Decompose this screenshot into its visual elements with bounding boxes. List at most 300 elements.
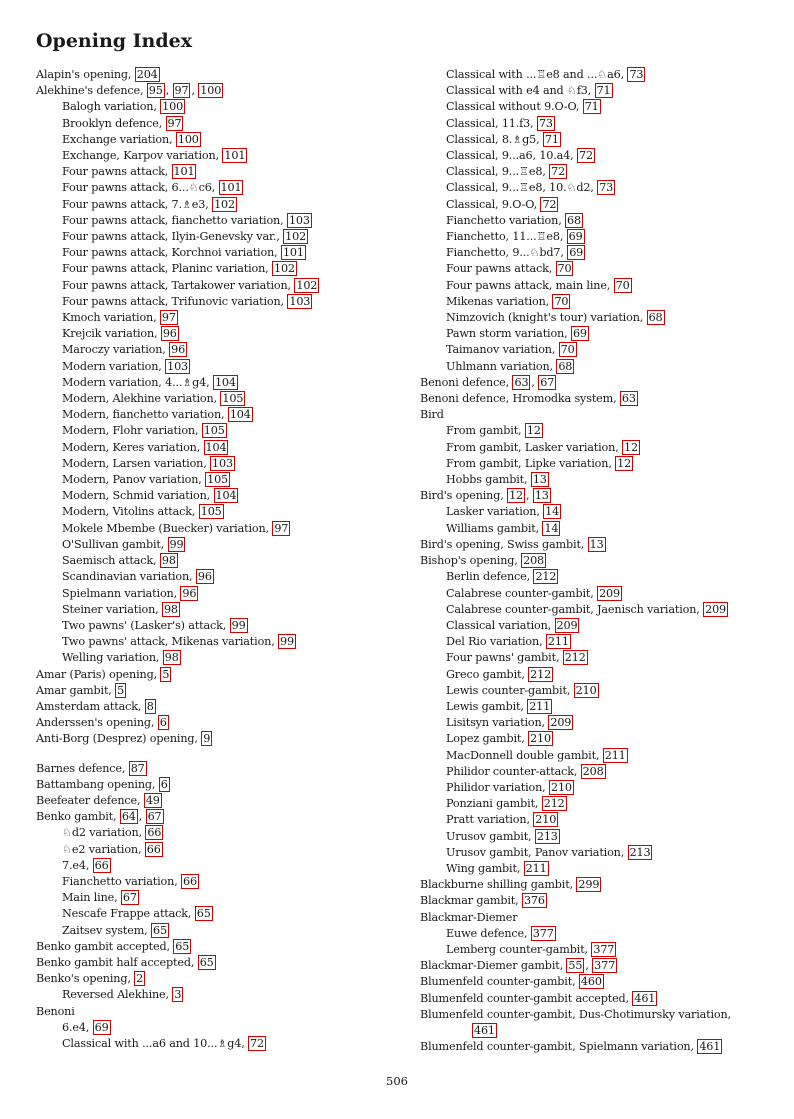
- index-subentry: [420, 780, 794, 796]
- entry-label: Anderssen's opening,: [36, 716, 158, 730]
- page-link[interactable]: 99: [231, 618, 246, 632]
- page-link[interactable]: 72: [542, 197, 557, 211]
- page-link[interactable]: 67: [147, 810, 162, 824]
- entry-label: Benoni defence, Hromodka system,: [420, 392, 620, 406]
- index-subentry: [420, 618, 794, 634]
- index-entry: [420, 877, 794, 893]
- page-link[interactable]: 101: [173, 165, 195, 179]
- entry-label: Four pawns attack, Ilyin-Genevsky var.,: [62, 230, 284, 244]
- page-link[interactable]: 213: [629, 845, 651, 859]
- index-subentry: [36, 842, 416, 858]
- entry-label: Wing gambit,: [446, 861, 524, 875]
- page-link[interactable]: 12: [526, 424, 541, 438]
- page-link[interactable]: 14: [545, 505, 560, 519]
- page-link[interactable]: 70: [554, 294, 569, 308]
- index-subentry: [36, 407, 416, 423]
- index-subentry: [420, 699, 794, 715]
- entry-label: Barnes defence,: [36, 761, 129, 775]
- page-link[interactable]: 103: [212, 456, 233, 470]
- page-link[interactable]: 105: [200, 505, 222, 519]
- index-subentry: [420, 942, 794, 958]
- entry-label: Bird: [420, 408, 444, 422]
- entry-label: Classical, 9.O-O,: [446, 197, 541, 211]
- entry-label: Krejcik variation,: [62, 327, 161, 341]
- index-entry: Alekhine's defence, 95 , 97 , 100: [36, 84, 222, 98]
- page-link[interactable]: 67: [540, 375, 555, 389]
- entry-label: Mokele Mbembe (Buecker) variation,: [62, 521, 273, 535]
- index-subentry: [420, 245, 794, 261]
- index-subentry: [36, 602, 416, 618]
- index-subentry: [36, 245, 416, 261]
- page-link[interactable]: 8: [146, 699, 154, 713]
- page-link[interactable]: 49: [145, 793, 160, 807]
- page-link[interactable]: 210: [535, 813, 557, 827]
- index-subentry: [420, 829, 794, 845]
- page-link[interactable]: 204: [136, 68, 158, 81]
- page-link[interactable]: 65: [175, 939, 190, 953]
- entry-label: Exchange, Karpov variation,: [62, 149, 223, 163]
- entry-label: Berlin defence,: [446, 570, 534, 584]
- page-link[interactable]: 55: [568, 959, 583, 973]
- index-subentry: [420, 845, 794, 861]
- entry-label: Lewis gambit,: [446, 699, 528, 713]
- entry-label: O'Sullivan gambit,: [62, 537, 168, 551]
- index-subentry: [36, 1036, 416, 1052]
- index-subentry: [36, 99, 416, 115]
- entry-label: Ponziani gambit,: [446, 797, 542, 811]
- entry-label: ♘d2 variation,: [62, 826, 146, 840]
- entry-label: Zaitsev system,: [62, 923, 151, 937]
- entry-label: Greco gambit,: [446, 667, 529, 681]
- index-entry: [36, 971, 416, 987]
- entry-label: Amsterdam attack,: [36, 699, 145, 713]
- index-subentry: [36, 650, 416, 666]
- index-entry: [36, 1004, 416, 1020]
- index-subentry: [420, 180, 794, 196]
- page-link[interactable]: 209: [550, 716, 572, 730]
- index-column-left: [36, 67, 416, 1052]
- page-link[interactable]: 212: [543, 797, 565, 811]
- page-link[interactable]: 68: [558, 359, 573, 373]
- page-link[interactable]: 3: [174, 988, 182, 1002]
- index-entry: [36, 955, 416, 971]
- entry-label: Fianchetto variation,: [62, 874, 182, 888]
- page-link[interactable]: 66: [94, 858, 109, 872]
- index-subentry: [36, 618, 416, 634]
- index-subentry: [36, 923, 416, 939]
- index-subentry: [420, 359, 794, 375]
- page-link[interactable]: 97: [161, 311, 176, 325]
- page-link[interactable]: 67: [122, 891, 137, 905]
- index-subentry: [420, 148, 794, 164]
- page-link[interactable]: 460: [580, 975, 602, 989]
- page-link[interactable]: 101: [282, 246, 304, 260]
- page-link[interactable]: 105: [207, 473, 229, 487]
- index-subentry: [36, 504, 416, 520]
- entry-label: Classical variation,: [446, 618, 555, 632]
- page-link[interactable]: 209: [556, 618, 578, 632]
- index-subentry: [36, 825, 416, 841]
- entry-label: Modern variation, 4...♗g4,: [62, 375, 213, 389]
- page-link[interactable]: 103: [167, 359, 189, 373]
- page-link[interactable]: 377: [593, 942, 615, 956]
- page-link[interactable]: 211: [604, 748, 626, 762]
- page-link[interactable]: 212: [530, 667, 552, 681]
- page-link[interactable]: 70: [615, 278, 630, 292]
- entry-label: Main line,: [62, 891, 121, 905]
- entry-label: Classical, 11.f3,: [446, 116, 537, 130]
- index-subentry: [420, 586, 794, 602]
- entry-label: Bird's opening, Swiss gambit,: [420, 537, 588, 551]
- page-link[interactable]: 2: [136, 972, 144, 986]
- entry-label: Classical, 9...♖e8, 10.♘d2,: [446, 181, 598, 195]
- index-subentry: [420, 229, 794, 245]
- index-subentry: [36, 423, 416, 439]
- page-link[interactable]: 96: [171, 343, 186, 357]
- entry-label: Blackmar-Diemer gambit,: [420, 959, 567, 973]
- page-link[interactable]: 70: [560, 343, 575, 357]
- entry-label: Spielmann variation,: [62, 586, 181, 600]
- page-link[interactable]: 461: [699, 1040, 721, 1054]
- entry-label: Philidor variation,: [446, 780, 549, 794]
- page-link[interactable]: 96: [197, 570, 212, 584]
- index-subentry: [420, 164, 794, 180]
- page-link[interactable]: 68: [648, 311, 663, 325]
- entry-label: Hobbs gambit,: [446, 473, 531, 487]
- entry-label: Nimzovich (knight's tour) variation,: [446, 311, 647, 325]
- entry-label: Modern, Keres variation,: [62, 440, 204, 454]
- page-link[interactable]: 101: [224, 149, 246, 163]
- index-subentry: [420, 99, 794, 115]
- page-link[interactable]: 12: [624, 440, 638, 454]
- page-link[interactable]: 208: [582, 764, 604, 778]
- index-entry: Bird's opening, 12 , 13: [420, 489, 549, 503]
- page-link[interactable]: 71: [544, 132, 559, 146]
- index-subentry: [420, 812, 794, 828]
- index-subentry: [36, 294, 416, 310]
- entry-label: Welling variation,: [62, 651, 163, 665]
- index-subentry: [36, 987, 416, 1003]
- entry-label: Del Rio variation,: [446, 635, 546, 649]
- entry-label: Taimanov variation,: [446, 343, 559, 357]
- index-subentry: [36, 342, 416, 358]
- page-link[interactable]: 377: [594, 959, 616, 973]
- index-subentry: [420, 764, 794, 780]
- index-subentry: [420, 423, 794, 439]
- page-link[interactable]: 13: [589, 537, 604, 551]
- entry-label: Modern, fianchetto variation,: [62, 408, 228, 422]
- entry-label: Four pawns' gambit,: [446, 651, 563, 665]
- index-subentry: [36, 213, 416, 229]
- page-link[interactable]: 72: [551, 165, 566, 179]
- index-subentry: [420, 83, 794, 99]
- entry-label: Benko gambit half accepted,: [36, 955, 198, 969]
- entry-label: Classical, 9...♖e8,: [446, 165, 550, 179]
- entry-label: Four pawns attack,: [446, 262, 556, 276]
- entry-label: Amar gambit,: [36, 683, 116, 697]
- page-link[interactable]: 69: [569, 246, 584, 260]
- entry-label: Four pawns attack, Korchnoi variation,: [62, 246, 281, 260]
- entry-label: Modern, Panov variation,: [62, 473, 206, 487]
- index-entry: [420, 391, 794, 407]
- index-subentry: [36, 278, 416, 294]
- page-link[interactable]: 6: [160, 777, 168, 791]
- page-link[interactable]: 95: [148, 84, 163, 98]
- index-subentry: [420, 667, 794, 683]
- entry-label: Blackmar-Diemer: [420, 910, 518, 924]
- index-subentry: [36, 472, 416, 488]
- index-subentry: [36, 537, 416, 553]
- index-entry: [36, 683, 416, 699]
- index-subentry: [420, 602, 794, 618]
- page-link[interactable]: 13: [532, 473, 547, 487]
- index-column-right: [420, 67, 794, 1055]
- entry-label: Two pawns' attack, Mikenas variation,: [62, 635, 279, 649]
- index-subentry: [36, 326, 416, 342]
- page-link[interactable]: 101: [220, 181, 242, 195]
- entry-label: Mikenas variation,: [446, 294, 553, 308]
- page-link[interactable]: 71: [596, 84, 611, 98]
- page-link[interactable]: 211: [547, 635, 569, 649]
- page-link[interactable]: 66: [183, 874, 197, 888]
- page-link[interactable]: 72: [578, 149, 593, 163]
- page-link[interactable]: 102: [296, 278, 318, 292]
- page-link[interactable]: 5: [117, 683, 125, 697]
- page-link[interactable]: 376: [523, 894, 545, 908]
- index-subentry: [420, 683, 794, 699]
- entry-label: Blackmar gambit,: [420, 894, 522, 908]
- entry-label: From gambit, Lasker variation,: [446, 440, 623, 454]
- index-subentry: [36, 375, 416, 391]
- entry-label: Blumenfeld counter-gambit accepted,: [420, 991, 633, 1005]
- page-link[interactable]: 68: [567, 213, 581, 227]
- page-link[interactable]: 102: [214, 197, 235, 211]
- entry-label: Modern, Alekhine variation,: [62, 392, 221, 406]
- page-link[interactable]: 212: [564, 651, 586, 665]
- index-subentry: [36, 488, 416, 504]
- page-link[interactable]: 212: [535, 570, 557, 584]
- page-link[interactable]: 69: [568, 230, 583, 244]
- page-link[interactable]: 13: [534, 489, 549, 503]
- entry-label: 6.e4,: [62, 1020, 93, 1034]
- index-entry: [36, 67, 416, 83]
- entry-label: Brooklyn defence,: [62, 116, 166, 130]
- entry-label: Four pawns attack, fianchetto variation,: [62, 213, 287, 227]
- index-subentry: [36, 858, 416, 874]
- entry-label: Alapin's opening,: [36, 68, 135, 81]
- page-link[interactable]: 211: [529, 699, 551, 713]
- page-link[interactable]: 100: [177, 132, 199, 146]
- entry-label: Fianchetto variation,: [446, 213, 566, 227]
- page-link[interactable]: 96: [162, 327, 177, 341]
- index-subentry: [36, 229, 416, 245]
- entry-label: From gambit,: [446, 424, 525, 438]
- page-link[interactable]: 461: [634, 991, 656, 1005]
- index-subentry: [420, 213, 794, 229]
- page-link[interactable]: 98: [161, 554, 176, 568]
- entry-label: Benoni: [36, 1004, 75, 1018]
- page-link[interactable]: 104: [214, 375, 236, 389]
- page-link[interactable]: 208: [523, 554, 545, 568]
- page-link[interactable]: 65: [196, 907, 211, 921]
- page-link[interactable]: 97: [174, 84, 189, 98]
- page-link[interactable]: 97: [167, 116, 182, 130]
- index-subentry: [36, 569, 416, 585]
- page-link[interactable]: 65: [153, 923, 167, 937]
- page-link[interactable]: 70: [557, 262, 572, 276]
- page-link[interactable]: 104: [205, 440, 227, 454]
- page-link[interactable]: 66: [146, 842, 161, 856]
- index-subentry: [420, 634, 794, 650]
- page-link[interactable]: 103: [288, 213, 310, 227]
- entry-label: Pawn storm variation,: [446, 327, 571, 341]
- index-subentry: [420, 294, 794, 310]
- index-subentry: [36, 440, 416, 456]
- page-link[interactable]: 102: [274, 262, 295, 276]
- index-subentry: [420, 926, 794, 942]
- index-entry: [420, 1007, 794, 1023]
- page-link[interactable]: 73: [538, 116, 553, 130]
- page-link[interactable]: 211: [525, 861, 547, 875]
- index-entry: [420, 553, 794, 569]
- index-subentry: [36, 310, 416, 326]
- page-link[interactable]: 63: [621, 392, 636, 406]
- entry-label: Fianchetto, 11...♖e8,: [446, 230, 567, 244]
- entry-label: Classical, 9...a6, 10.a4,: [446, 149, 577, 163]
- index-subentry: [36, 197, 416, 213]
- page-link[interactable]: 5: [162, 667, 170, 681]
- entry-label: Alekhine's defence,: [36, 84, 147, 98]
- index-subentry: [420, 650, 794, 666]
- page-number: 506: [386, 1074, 408, 1088]
- page-link[interactable]: 73: [599, 181, 614, 195]
- page-link[interactable]: 73: [629, 68, 644, 81]
- index-subentry: [420, 197, 794, 213]
- index-subentry: [420, 748, 794, 764]
- page-link[interactable]: 65: [199, 955, 214, 969]
- index-entry: [420, 893, 794, 909]
- entry-label: Modern, Flohr variation,: [62, 424, 202, 438]
- entry-label: Calabrese counter-gambit,: [446, 586, 598, 600]
- entry-label: Battambang opening,: [36, 777, 159, 791]
- page-link[interactable]: 299: [578, 878, 600, 892]
- page-link[interactable]: 104: [229, 408, 251, 422]
- page-link[interactable]: 96: [182, 586, 197, 600]
- page-link[interactable]: 210: [530, 732, 551, 746]
- entry-label: MacDonnell double gambit,: [446, 748, 603, 762]
- entry-label: Benko's opening,: [36, 972, 135, 986]
- entry-label: Williams gambit,: [446, 521, 543, 535]
- index-entry: [36, 699, 416, 715]
- page-link[interactable]: 87: [130, 761, 145, 775]
- entry-label: Lisitsyn variation,: [446, 716, 549, 730]
- index-entry: Blackmar-Diemer gambit, 55 , 377: [420, 959, 616, 973]
- page-link[interactable]: 105: [203, 424, 225, 438]
- page-link[interactable]: 213: [536, 829, 558, 843]
- index-entry: [36, 793, 416, 809]
- page-link[interactable]: 210: [575, 683, 597, 697]
- entry-label: Urusov gambit, Panov variation,: [446, 845, 628, 859]
- page-link[interactable]: 100: [162, 100, 184, 114]
- page-link[interactable]: 12: [617, 456, 632, 470]
- page-link[interactable]: 71: [584, 100, 599, 114]
- page-link[interactable]: 105: [222, 392, 244, 406]
- page-link[interactable]: 9: [203, 732, 211, 746]
- entry-label: Bishop's opening,: [420, 554, 522, 568]
- page-link[interactable]: 99: [280, 635, 294, 649]
- index-subentry: [36, 261, 416, 277]
- index-subentry: [36, 180, 416, 196]
- index-subentry: [420, 861, 794, 877]
- entry-label: ♘e2 variation,: [62, 842, 145, 856]
- entry-label: Classical, 8.♗g5,: [446, 132, 543, 146]
- index-entry: Benko gambit, 64 , 67: [36, 810, 162, 824]
- page-link[interactable]: 64: [121, 810, 136, 824]
- page-link[interactable]: 63: [514, 375, 529, 389]
- page-link[interactable]: 6: [159, 716, 167, 730]
- entry-label: Four pawns attack, main line,: [446, 278, 614, 292]
- entry-label: Blumenfeld counter-gambit,: [420, 975, 579, 989]
- entry-label: Four pawns attack, Trifunovic variation,: [62, 294, 288, 308]
- page-link[interactable]: 209: [705, 602, 727, 616]
- index-subentry: [36, 132, 416, 148]
- index-subentry: [420, 67, 794, 83]
- page-link[interactable]: 210: [550, 780, 572, 794]
- page-link[interactable]: 66: [147, 826, 162, 840]
- index-entry: [420, 1039, 794, 1055]
- page-link[interactable]: 461: [474, 1023, 495, 1037]
- index-subentry: [420, 326, 794, 342]
- index-entry: [420, 910, 794, 926]
- page-link[interactable]: 98: [164, 651, 179, 665]
- page-link[interactable]: 98: [163, 602, 178, 616]
- page-link[interactable]: 97: [274, 521, 289, 535]
- entry-label: Four pawns attack, 7.♗e3,: [62, 197, 213, 211]
- entry-label: Amar (Paris) opening,: [36, 667, 161, 681]
- index-subentry: [36, 634, 416, 650]
- index-entry: [420, 991, 794, 1007]
- page-link[interactable]: 69: [94, 1020, 109, 1034]
- entry-label: Two pawns' (Lasker's) attack,: [62, 618, 230, 632]
- page-link[interactable]: 99: [169, 537, 184, 551]
- index-subentry: [420, 521, 794, 537]
- index-entry: [420, 974, 794, 990]
- entry-label: Four pawns attack,: [62, 165, 172, 179]
- entry-label: Balogh variation,: [62, 100, 161, 114]
- entry-label: Lemberg counter-gambit,: [446, 942, 592, 956]
- page-link[interactable]: 72: [250, 1036, 264, 1050]
- entry-label: Four pawns attack, Planinc variation,: [62, 262, 272, 276]
- page-link[interactable]: 377: [532, 926, 554, 940]
- page-link[interactable]: 12: [509, 489, 523, 503]
- entry-label: Beefeater defence,: [36, 793, 144, 807]
- entry-label: 7.e4,: [62, 858, 93, 872]
- page-link[interactable]: 103: [289, 294, 311, 308]
- page-link[interactable]: 69: [572, 327, 587, 341]
- page-link[interactable]: 100: [200, 84, 222, 98]
- page-link[interactable]: 209: [599, 586, 620, 600]
- entry-label: Modern variation,: [62, 359, 166, 373]
- page-link[interactable]: 104: [215, 489, 237, 503]
- index-entry: [36, 777, 416, 793]
- entry-label: Kmoch variation,: [62, 311, 160, 325]
- index-subentry: [420, 342, 794, 358]
- entry-label: Exchange variation,: [62, 132, 176, 146]
- page-link[interactable]: 102: [285, 230, 307, 244]
- entry-label: Steiner variation,: [62, 602, 162, 616]
- page-link[interactable]: 14: [544, 521, 559, 535]
- entry-label: Lewis counter-gambit,: [446, 683, 574, 697]
